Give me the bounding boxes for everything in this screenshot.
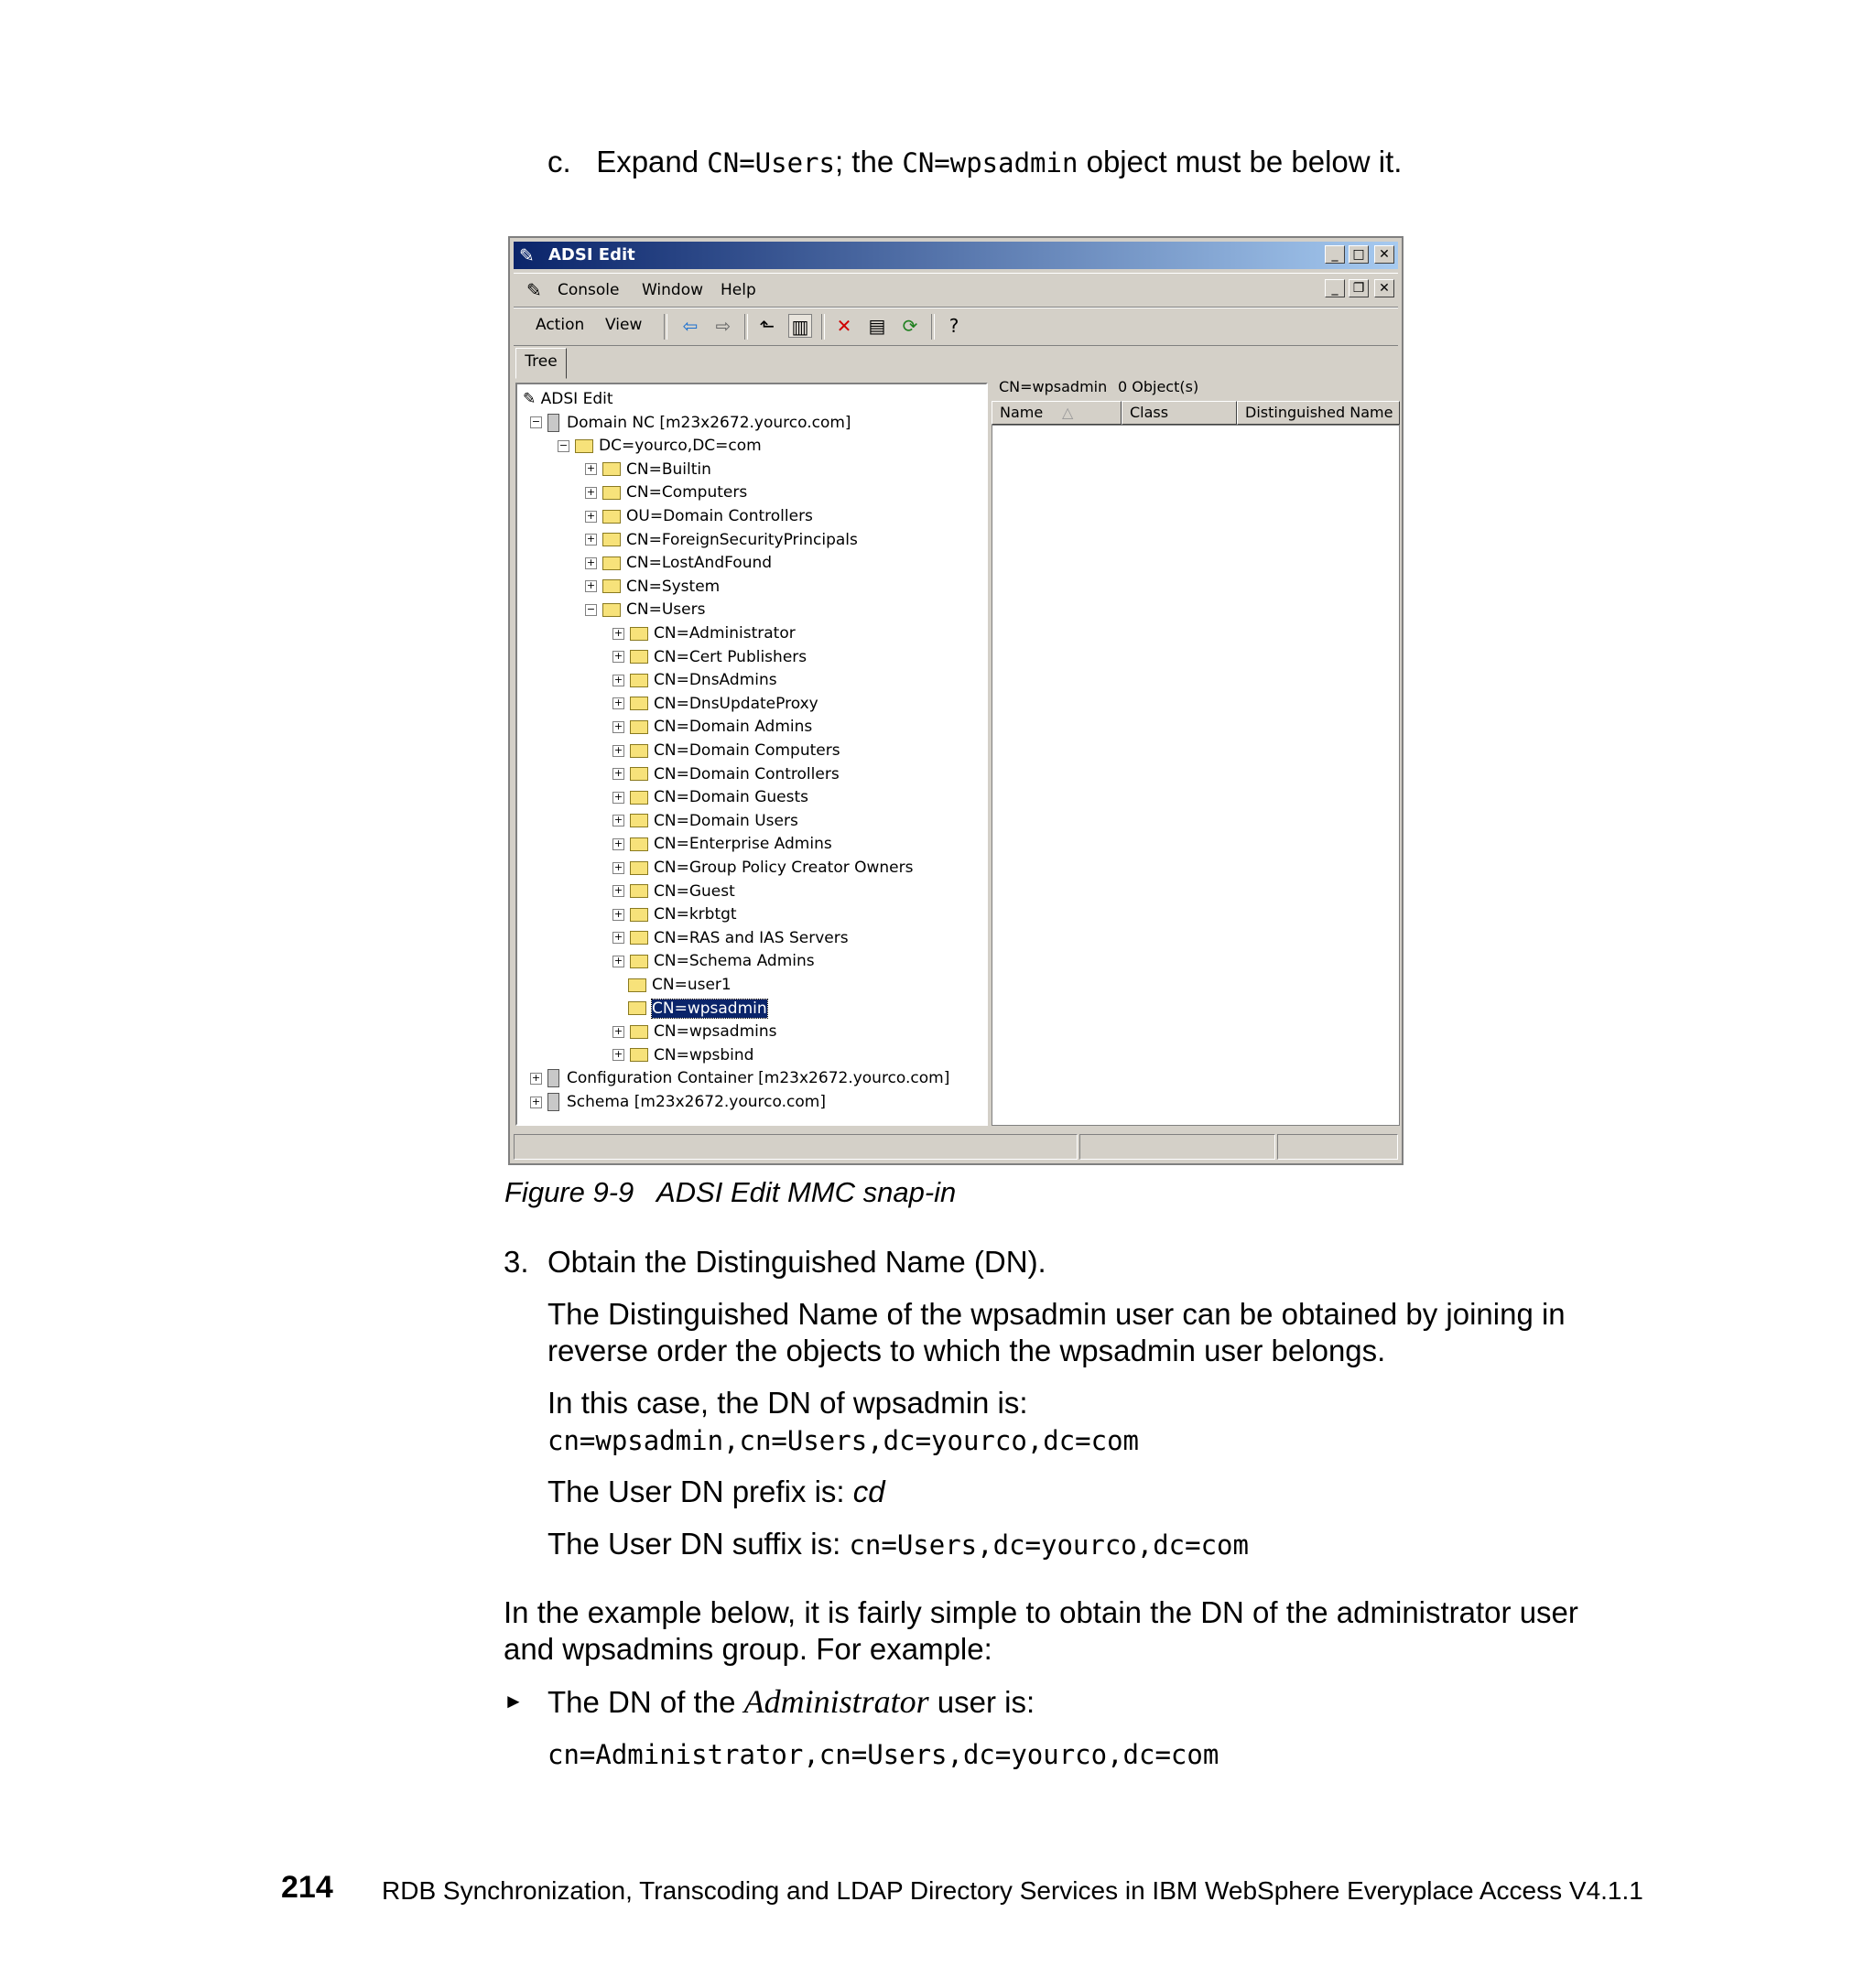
- collapse-icon[interactable]: −: [531, 416, 541, 428]
- tree-node-label: Domain NC [m23x2672.yourco.com]: [567, 413, 851, 432]
- properties-icon[interactable]: ▤: [868, 315, 886, 337]
- step-c: [547, 144, 1402, 181]
- folder-icon: [628, 1001, 646, 1015]
- page-number: 214: [281, 1870, 333, 1905]
- expand-icon[interactable]: +: [613, 790, 623, 803]
- expand-icon[interactable]: +: [613, 626, 623, 639]
- list-pane: [992, 375, 1400, 1126]
- step-3-para-2: In this case, the DN of wpsadmin is:: [547, 1386, 1028, 1420]
- adsi-edit-window: [508, 236, 1404, 1165]
- forward-arrow-icon[interactable]: ⇨: [715, 315, 732, 337]
- dn-suffix-value: cn=Users,dc=yourco,dc=com: [849, 1529, 1249, 1561]
- column-class-label: Class: [1130, 404, 1169, 421]
- folder-icon: [630, 674, 648, 687]
- folder-icon: [630, 744, 648, 758]
- menu-window[interactable]: Window: [642, 281, 704, 299]
- server-icon: [547, 1069, 559, 1087]
- tree-node-label: CN=Domain Computers: [654, 741, 840, 760]
- tree-node-label: CN=wpsbind: [654, 1045, 754, 1064]
- example-line-2: and wpsadmins group. For example:: [504, 1632, 992, 1666]
- refresh-icon[interactable]: ⟳: [902, 315, 918, 337]
- folder-icon: [630, 861, 648, 875]
- tree-node-label: CN=DnsAdmins: [654, 671, 777, 690]
- folder-icon: [630, 697, 648, 710]
- menu-console[interactable]: Console: [558, 281, 620, 299]
- expand-icon[interactable]: +: [586, 485, 596, 498]
- tree-node[interactable]: [585, 459, 711, 481]
- folder-icon: [630, 955, 648, 968]
- object-count: 0 Object(s): [1118, 378, 1199, 395]
- folder-icon: [630, 908, 648, 922]
- tree-node-label: CN=Administrator: [654, 624, 796, 643]
- status-pane-1: [514, 1134, 1078, 1160]
- step-3-title: Obtain the Distinguished Name (DN).: [547, 1245, 1046, 1279]
- tree-node-label: CN=ForeignSecurityPrincipals: [626, 530, 858, 549]
- toolbar-separator: [744, 314, 748, 340]
- tree-node-label: CN=Domain Admins: [654, 718, 813, 737]
- dn-prefix-label: The User DN prefix is:: [547, 1475, 853, 1508]
- tree-node[interactable]: [585, 599, 705, 621]
- tree-node[interactable]: [523, 388, 613, 410]
- step-3-para-1a: The Distinguished Name of the wpsadmin user can be obtained by joining in: [547, 1297, 1566, 1331]
- tree-node[interactable]: [530, 1091, 826, 1113]
- console-menu-icon: ✎: [526, 279, 542, 301]
- bullet-marker-icon: ►: [504, 1690, 524, 1712]
- tree-node-label: CN=Computers: [626, 483, 748, 502]
- tree-node-label: CN=Enterprise Admins: [654, 835, 832, 854]
- tree-node[interactable]: [612, 763, 840, 785]
- tree-node-label: OU=Domain Controllers: [626, 507, 813, 525]
- tree-node[interactable]: [585, 576, 720, 598]
- folder-icon: [630, 650, 648, 664]
- up-folder-icon[interactable]: ⬑: [759, 315, 775, 337]
- expand-icon[interactable]: +: [613, 697, 623, 709]
- folder-icon: [630, 791, 648, 805]
- tree-node-label: Schema [m23x2672.yourco.com]: [567, 1093, 826, 1111]
- folder-icon: [602, 556, 621, 570]
- expand-icon[interactable]: +: [613, 1024, 623, 1037]
- tree-node[interactable]: [585, 481, 747, 503]
- tree-node[interactable]: [612, 740, 840, 762]
- tree-node-label: CN=Domain Users: [654, 811, 798, 830]
- tree-node[interactable]: [612, 669, 777, 691]
- tree-pane[interactable]: [515, 383, 988, 1126]
- step-3-number: 3.: [504, 1245, 529, 1279]
- expand-icon[interactable]: +: [613, 767, 623, 780]
- expand-icon[interactable]: +: [586, 556, 596, 568]
- expand-icon[interactable]: +: [613, 743, 623, 756]
- maximize-button[interactable]: □: [1349, 245, 1369, 264]
- status-pane-2: [1079, 1134, 1275, 1160]
- bullet-text-1: The DN of the: [547, 1685, 744, 1719]
- step-3-para-1b: reverse order the objects to which the wpsadmin user belongs.: [547, 1334, 1386, 1367]
- administrator-dn: cn=Administrator,cn=Users,dc=yourco,dc=com: [547, 1739, 1219, 1770]
- tree-node-label: CN=user1: [652, 976, 732, 994]
- folder-icon: [630, 931, 648, 945]
- expand-icon[interactable]: +: [586, 579, 596, 592]
- toolbar-separator: [821, 314, 825, 340]
- title-bar: [514, 242, 1398, 269]
- tree-node-label: CN=Guest: [654, 881, 735, 901]
- example-line-1: In the example below, it is fairly simple to obtain the DN of the administrator user: [504, 1595, 1578, 1629]
- folder-icon: [630, 720, 648, 734]
- tree-node-label: Configuration Container [m23x2672.yourco.com]: [567, 1069, 950, 1088]
- toolbar: [514, 308, 1398, 346]
- expand-icon[interactable]: +: [613, 954, 623, 967]
- adsi-edit-icon: ✎: [523, 390, 541, 408]
- tree-leaf-spacer: [612, 1003, 623, 1013]
- tree-node[interactable]: [612, 950, 815, 972]
- tree-node-label: CN=wpsadmins: [654, 1022, 777, 1042]
- child-restore-button[interactable]: ❐: [1349, 279, 1369, 297]
- folder-icon: [630, 814, 648, 827]
- toolbar-separator: [664, 314, 667, 340]
- help-icon[interactable]: ?: [948, 315, 959, 337]
- tree-node[interactable]: [612, 1044, 753, 1066]
- window-title: ADSI Edit: [548, 245, 635, 265]
- tree-node-label: CN=Schema Admins: [654, 952, 815, 971]
- tree-node[interactable]: [612, 810, 798, 832]
- menu-view[interactable]: View: [605, 316, 643, 334]
- tree-node[interactable]: [612, 974, 732, 996]
- close-button[interactable]: ✕: [1374, 245, 1394, 264]
- folder-icon: [602, 579, 621, 593]
- tree-node-label: CN=krbtgt: [654, 905, 737, 924]
- expand-icon[interactable]: +: [613, 860, 623, 873]
- expand-icon[interactable]: +: [586, 462, 596, 475]
- tree-node[interactable]: [585, 529, 858, 551]
- step-c-code-wpsadmin: CN=wpsadmin: [902, 147, 1078, 178]
- child-minimize-button[interactable]: _: [1325, 279, 1345, 297]
- expand-icon[interactable]: +: [613, 907, 623, 920]
- adsi-app-icon: ✎: [519, 244, 535, 266]
- dn-prefix-line: [547, 1474, 885, 1510]
- step-c-label: c.: [547, 145, 571, 178]
- tree-node[interactable]: [612, 833, 832, 855]
- bullet-administrator: [547, 1683, 1035, 1721]
- column-name[interactable]: [992, 401, 1122, 425]
- column-class[interactable]: [1122, 401, 1237, 425]
- bullet-text-2: user is:: [928, 1685, 1035, 1719]
- column-name-label: Name: [1000, 404, 1044, 421]
- back-arrow-icon[interactable]: ⇦: [682, 315, 699, 337]
- tree-node[interactable]: [612, 646, 807, 668]
- sort-ascending-icon: △: [1062, 404, 1074, 421]
- menu-help[interactable]: Help: [721, 281, 756, 299]
- tree-node[interactable]: [612, 881, 735, 902]
- tree-node-label: CN=Users: [626, 600, 706, 620]
- expand-icon[interactable]: +: [613, 673, 623, 686]
- folder-icon: [630, 884, 648, 898]
- menu-action[interactable]: Action: [536, 316, 585, 334]
- status-pane-3: [1277, 1134, 1398, 1160]
- tree-leaf-spacer: [612, 980, 623, 990]
- tree-node-label: CN=System: [626, 577, 721, 596]
- tree-node[interactable]: [612, 903, 737, 925]
- step-c-text-2: ; the: [834, 145, 903, 178]
- tree-node[interactable]: [612, 716, 812, 738]
- folder-icon: [630, 837, 648, 851]
- tree-node[interactable]: [612, 622, 796, 644]
- folder-icon: [575, 439, 593, 453]
- server-icon: [547, 414, 559, 432]
- folder-icon: [602, 486, 621, 500]
- tree-node[interactable]: [612, 927, 849, 949]
- tree-node[interactable]: [612, 693, 818, 715]
- delete-icon[interactable]: ✕: [836, 315, 852, 337]
- folder-icon: [630, 1025, 648, 1039]
- tree-node-label: CN=LostAndFound: [626, 554, 773, 573]
- expand-icon[interactable]: +: [613, 931, 623, 944]
- expand-icon[interactable]: +: [613, 650, 623, 663]
- step-c-code-users: CN=Users: [707, 147, 835, 178]
- toolbar-separator: [931, 314, 935, 340]
- folder-icon: [630, 1048, 648, 1062]
- folder-icon: [602, 533, 621, 546]
- folder-icon: [630, 627, 648, 641]
- tree-node[interactable]: [530, 412, 851, 434]
- list-path: CN=wpsadmin: [999, 378, 1108, 395]
- expand-icon[interactable]: +: [613, 1048, 623, 1061]
- server-icon: [547, 1093, 559, 1111]
- tree-node[interactable]: [612, 998, 767, 1020]
- tree-node-label: ADSI Edit: [540, 390, 613, 408]
- tree-node[interactable]: [612, 786, 808, 808]
- menu-bar: [514, 273, 1398, 308]
- tree-node[interactable]: [612, 857, 913, 879]
- dn-prefix-value: cd: [852, 1475, 885, 1508]
- column-dn-label: Distinguished Name: [1245, 404, 1393, 421]
- collapse-icon[interactable]: −: [558, 438, 569, 451]
- tree-node[interactable]: [585, 505, 813, 527]
- tree-node-label: DC=yourco,DC=com: [599, 437, 762, 456]
- wpsadmin-dn: cn=wpsadmin,cn=Users,dc=yourco,dc=com: [547, 1425, 1140, 1456]
- tree-node-label: CN=Domain Guests: [654, 788, 808, 807]
- dn-suffix-label: The User DN suffix is:: [547, 1527, 850, 1561]
- folder-icon: [630, 767, 648, 781]
- column-distinguished-name[interactable]: [1237, 401, 1400, 425]
- dn-suffix-line: [547, 1526, 1249, 1563]
- figure-caption: Figure 9-9 ADSI Edit MMC snap-in: [504, 1176, 957, 1208]
- footer-title: RDB Synchronization, Transcoding and LDAP Directory Services in IBM WebSphere Everyplace Access V4.1.1: [382, 1876, 1643, 1905]
- expand-icon[interactable]: +: [531, 1095, 541, 1107]
- expand-icon[interactable]: +: [613, 837, 623, 849]
- tree-node-label: CN=RAS and IAS Servers: [654, 928, 849, 947]
- show-hide-tree-icon[interactable]: ▥: [788, 314, 812, 338]
- list-header-bar: [992, 375, 1400, 399]
- expand-icon[interactable]: +: [586, 509, 596, 522]
- expand-icon[interactable]: +: [613, 719, 623, 732]
- child-close-button[interactable]: ✕: [1374, 279, 1394, 297]
- folder-icon: [602, 462, 621, 476]
- tree-tab[interactable]: [515, 348, 567, 379]
- tree-node-label: CN=Group Policy Creator Owners: [654, 859, 914, 877]
- tree-node-label: CN=wpsadmin: [652, 999, 767, 1018]
- expand-icon[interactable]: +: [531, 1071, 541, 1084]
- folder-icon: [602, 510, 621, 524]
- tree-node-label: CN=Cert Publishers: [654, 647, 807, 666]
- tree-node[interactable]: [585, 552, 772, 574]
- step-c-text-3: object must be below it.: [1078, 145, 1403, 178]
- tree-node-label: CN=DnsUpdateProxy: [654, 694, 818, 713]
- folder-icon: [628, 978, 646, 992]
- tree-tab-label: Tree: [525, 352, 558, 371]
- step-c-text-1: Expand: [596, 145, 708, 178]
- tree-node-label: CN=Domain Controllers: [654, 764, 840, 783]
- minimize-button[interactable]: _: [1325, 245, 1345, 264]
- folder-icon: [602, 603, 621, 617]
- tree-node[interactable]: [558, 435, 762, 457]
- expand-icon[interactable]: +: [613, 814, 623, 827]
- list-body[interactable]: [992, 425, 1400, 1126]
- expand-icon[interactable]: +: [586, 533, 596, 546]
- tree-node-label: CN=Builtin: [626, 459, 711, 479]
- collapse-icon[interactable]: −: [586, 602, 596, 615]
- tree-node[interactable]: [530, 1067, 949, 1089]
- expand-icon[interactable]: +: [613, 884, 623, 897]
- tree-node[interactable]: [612, 1021, 777, 1043]
- bullet-emphasis: Administrator: [743, 1683, 929, 1720]
